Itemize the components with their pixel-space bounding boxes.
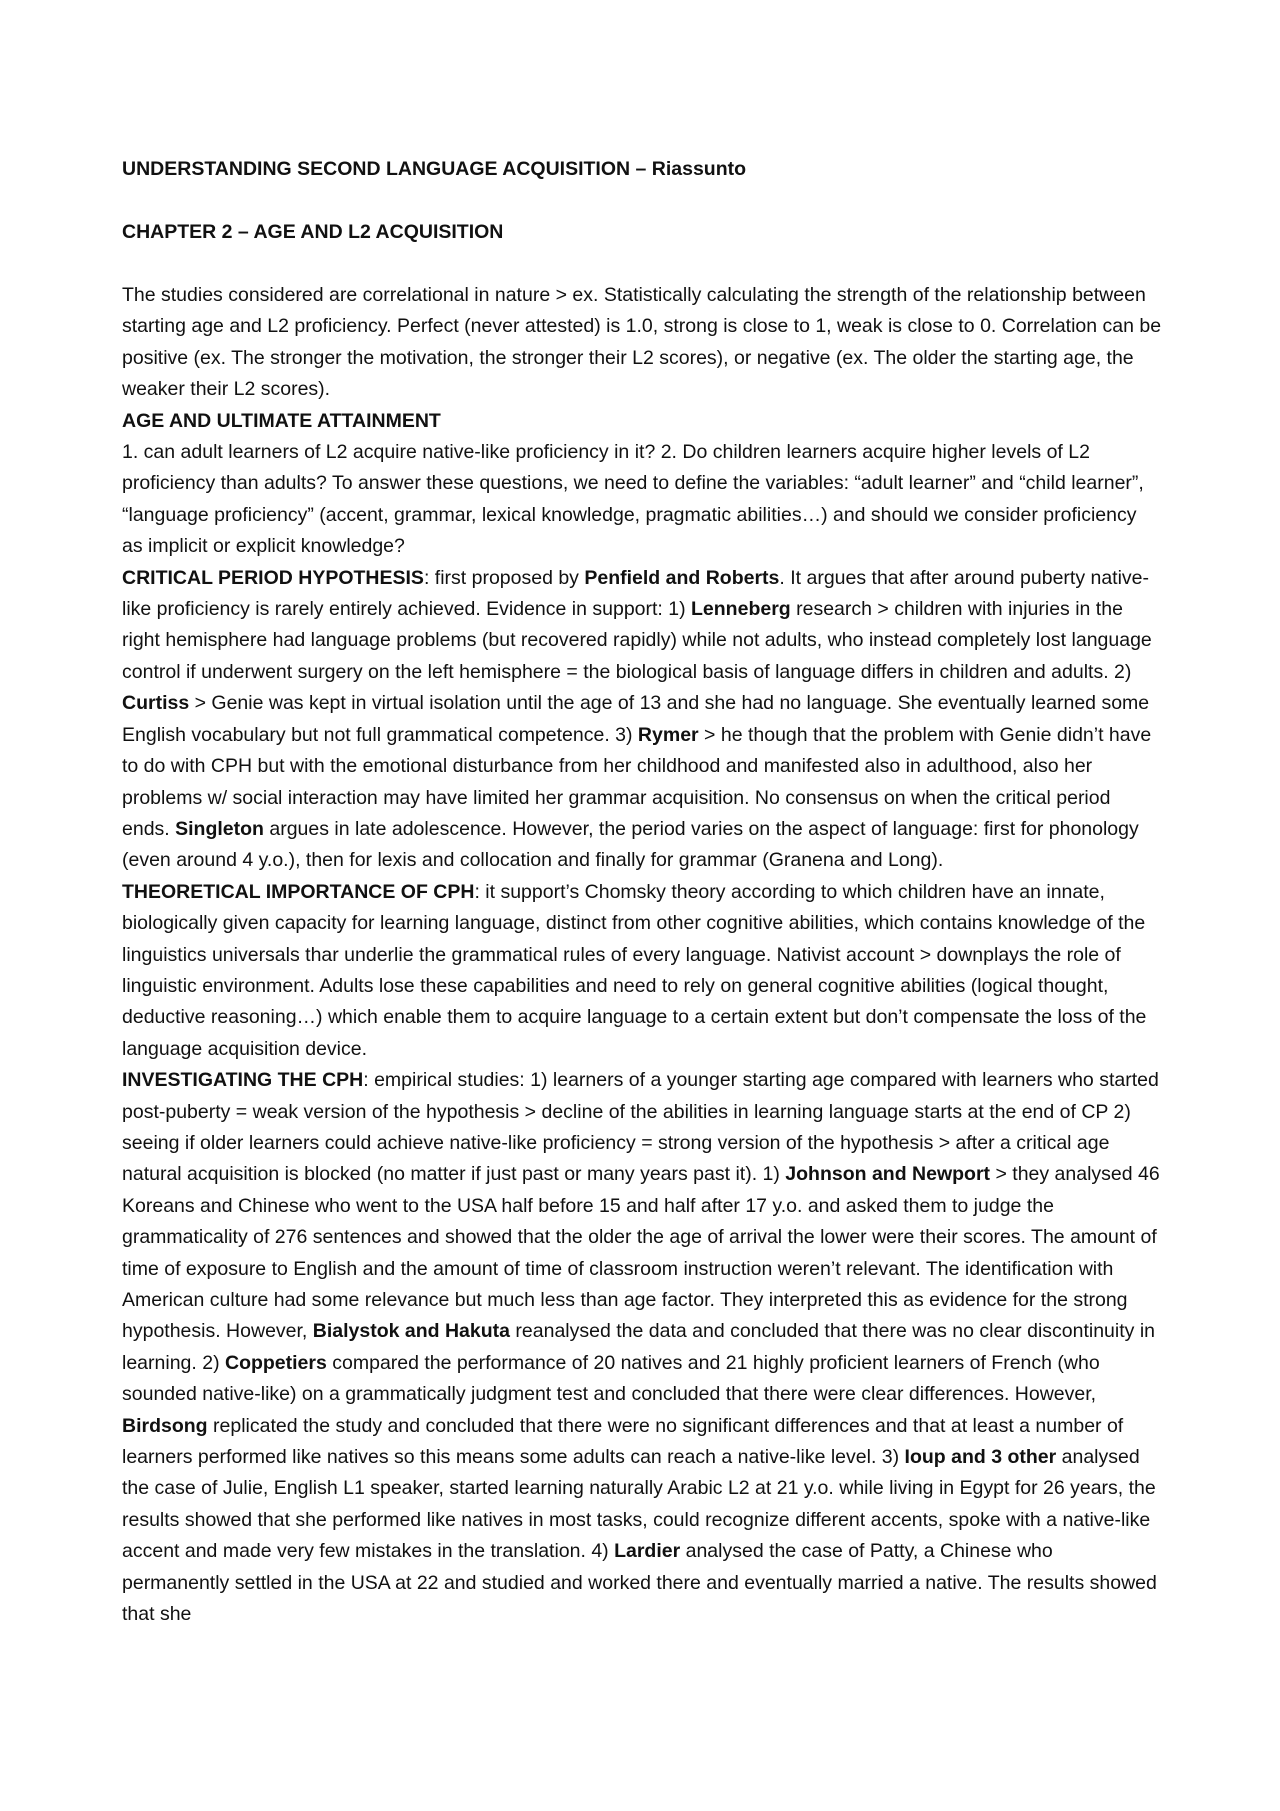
invest-author-johnson-newport: Johnson and Newport — [785, 1163, 991, 1186]
cph-text: : first proposed by — [423, 566, 585, 589]
investigating-text: replicated the study and concluded that there were no significant differences and that at least a number of learners performed like natives so this means some adults can reach a native-like level. 3) — [122, 1414, 1124, 1469]
cph-author-penfield-roberts: Penfield and Roberts — [584, 566, 780, 589]
cph-text: . It argues that after around puberty native-like proficiency is rarely entirely achieved. Evidence in support: 1) — [122, 566, 1150, 621]
invest-author-coppetiers: Coppetiers — [224, 1351, 327, 1374]
cph-author-curtiss: Curtiss — [122, 692, 190, 715]
cph-text: argues in late adolescence. However, the period varies on the aspect of language: first for phonology (even around 4 y.o.), then for lexis and collocation and finally for grammar (Granena and Long). — [122, 817, 1139, 872]
investigating-text: analysed the case of Julie, English L1 speaker, started learning naturally Arabic L2 at 21 y.o. while living in Egypt for 26 years, the results showed that she performed like natives in most tasks, could recognize different accents, spoke with a native-like accent and made very few mistakes in the translation. 4) — [122, 1446, 1156, 1563]
cph-text: > he though that the problem with Genie didn’t have to do with CPH but with the emotional disturbance from her childhood and manifested also in adulthood, also her problems w/ social interaction may have limited her grammar acquisition. No consensus on when the critical period ends. — [122, 723, 1152, 840]
investigating-heading: INVESTIGATING THE CPH — [122, 1069, 364, 1092]
theory-paragraph — [122, 877, 1162, 1065]
intro-paragraph: The studies considered are correlational in nature > ex. Statistically calculating the strength of the relationship between starting age and L2 proficiency. Perfect (never attested) is 1.0, strong is close to 1, weak is close to 0. Correlation can be positive (ex. The stronger the motivation, the stronger their L2 scores), or negative (ex. The older the starting age, the weaker their L2 scores). — [122, 284, 1162, 401]
investigating-text: analysed the case of Patty, a Chinese who permanently settled in the USA at 22 and studied and worked there and eventually married a native. The results showed that she — [122, 1540, 1157, 1626]
investigating-text: compared the performance of 20 natives and 21 highly proficient learners of French (who sounded native-like) on a grammatically judgment test and concluded that there were clear differences. However, — [122, 1351, 1100, 1406]
invest-author-lardier: Lardier — [614, 1540, 681, 1563]
invest-author-ioup: Ioup and 3 other — [904, 1446, 1057, 1469]
attainment-paragraph: 1. can adult learners of L2 acquire native-like proficiency in it? 2. Do children learners acquire higher levels of L2 proficiency than adults? To answer these questions, we need to define the variables: “adult learner” and “child learner”, “language proficiency” (accent, grammar, lexical knowledge, pragmatic abilities…) and should we consider proficiency as implicit or explicit knowledge? — [122, 441, 1144, 558]
investigating-text: > they analysed 46 Koreans and Chinese who went to the USA half before 15 and half after 17 y.o. and asked them to judge the grammaticality of 276 sentences and showed that the older the age of arrival the lower were their scores. The amount of time of exposure to English and the amount of time of classroom instruction weren’t relevant. The identification with American culture had some relevance but much less than age factor. They interpreted this as evidence for the strong hypothesis. However, — [122, 1163, 1160, 1343]
investigating-text: : empirical studies: 1) learners of a younger starting age compared with learners who started post-puberty = weak version of the hypothesis > decline of the abilities in learning language starts at the end of CP 2) seeing if older learners could achieve native-like proficiency = strong version of the hypothesis > after a critical age natural acquisition is blocked (no matter if just past or many years past it). 1) — [122, 1069, 1159, 1186]
cph-heading: CRITICAL PERIOD HYPOTHESIS — [122, 566, 424, 589]
theory-text: : it support’s Chomsky theory according to which children have an innate, biologically given capacity for learning language, distinct from other cognitive abilities, which contains knowledge of the linguistics universals thar underlie the grammatical rules of every language. Nativist account > downplays the role of linguistic environment. Adults lose these capabilities and need to rely on general cognitive abilities (logical thought, deductive reasoning…) which enable them to acquire language to a certain extent but don’t compensate the loss of the language acquisition device. — [122, 880, 1147, 1060]
theory-heading: THEORETICAL IMPORTANCE OF CPH — [122, 880, 475, 903]
cph-text: > Genie was kept in virtual isolation until the age of 13 and she had no language. She eventually learned some English vocabulary but not full grammatical competence. 3) — [122, 692, 1150, 746]
document-body — [122, 154, 1162, 1630]
invest-author-birdsong: Birdsong — [122, 1414, 208, 1437]
document-title: UNDERSTANDING SECOND LANGUAGE ACQUISITION – Riassunto — [122, 158, 747, 180]
cph-author-lenneberg: Lenneberg — [691, 598, 791, 621]
cph-paragraph — [122, 563, 1162, 877]
cph-text: research > children with injuries in the right hemisphere had language problems (but recovered rapidly) while not adults, who instead completely lost language control if underwent surgery on the left hemisphere = the biological basis of language differs in children and adults. 2) — [122, 598, 1152, 683]
investigating-text: reanalysed the data and concluded that there was no clear discontinuity in learning. 2) — [122, 1320, 1155, 1374]
cph-author-singleton: Singleton — [175, 817, 264, 840]
chapter-heading: CHAPTER 2 – AGE AND L2 ACQUISITION — [122, 221, 504, 243]
cph-author-rymer: Rymer — [637, 723, 699, 746]
invest-author-bialystok-hakuta: Bialystok and Hakuta — [312, 1320, 510, 1343]
investigating-paragraph — [122, 1065, 1162, 1630]
attainment-heading: AGE AND ULTIMATE ATTAINMENT — [122, 409, 441, 432]
